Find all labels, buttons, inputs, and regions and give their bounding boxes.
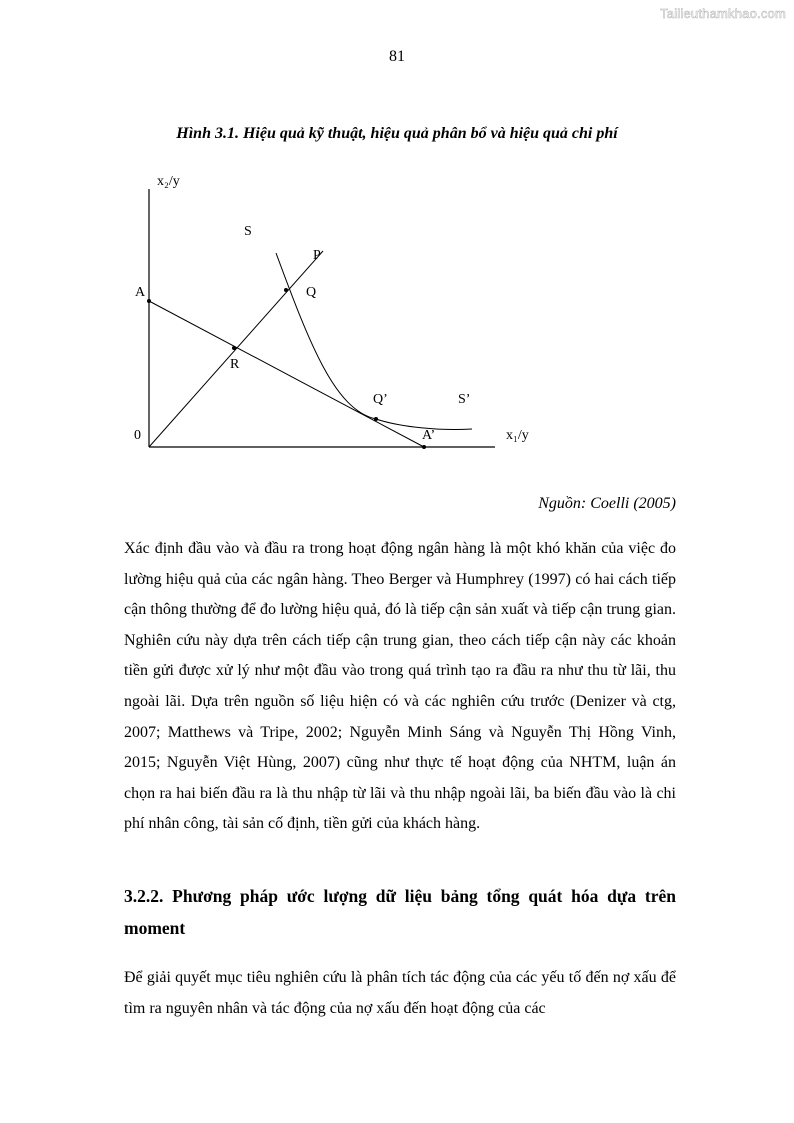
page-number: 81 (389, 48, 405, 65)
point-A (147, 299, 151, 303)
section-heading: 3.2.2. Phương pháp ước lượng dữ liệu bảng tổng quát hóa dựa trên moment (124, 886, 676, 938)
label-A-prime: A’ (422, 428, 436, 443)
watermark: Tailieuthamkhao.com (660, 6, 786, 21)
figure-source: Nguồn: Coelli (2005) (538, 495, 676, 512)
efficiency-diagram (120, 165, 550, 465)
x-axis-label: x₁/y (506, 428, 529, 443)
diagram-canvas (120, 165, 550, 465)
point-Q-prime (374, 417, 378, 421)
label-Q-prime: Q’ (373, 392, 388, 407)
body-paragraph: Xác định đầu vào và đầu ra trong hoạt động ngân hàng là một khó khăn của việc đo lường hiệu quả của các ngân hàng. Theo Berger và Humphrey (1997) có hai cách tiếp cận thông thường để đo lường hiệu quả, đó là tiếp cận sản xuất và tiếp cận trung gian. Nghiên cứu này dựa trên cách tiếp cận trung gian, theo cách tiếp cận này các khoản tiền gửi được xử lý như một đầu vào trong quá trình tạo ra đầu ra như thu từ lãi, thu ngoài lãi. Dựa trên nguồn số liệu hiện có và các nghiên cứu trước (Denizer và ctg, 2007; Matthews và Tripe, 2002; Nguyễn Minh Sáng và Nguyễn Thị Hồng Vinh, 2015; Nguyễn Việt Hùng, 2007) cũng như thực tế hoạt động của NHTM, luận án chọn ra hai biến đầu ra là thu nhập từ lãi và thu nhập ngoài lãi, ba biến đầu vào là chi phí nhân công, tài sản cố định, tiền gửi của khách hàng. (124, 540, 676, 833)
body-paragraph-2: Để giải quyết mục tiêu nghiên cứu là phân tích tác động của các yếu tố đến nợ xấu để tìm ra nguyên nhân và tác động của nợ xấu đến hoạt động của các (124, 969, 676, 1017)
y-axis-label: x₂/y (157, 174, 180, 189)
label-origin: 0 (134, 428, 141, 443)
label-Q: Q (306, 285, 317, 300)
isocost-line-AA (149, 301, 424, 447)
point-Q (284, 288, 288, 292)
point-R (232, 346, 236, 350)
ray-0P (149, 248, 323, 447)
label-P: P (313, 248, 321, 263)
label-R: R (230, 357, 240, 372)
label-S-prime: S’ (458, 392, 471, 407)
label-A: A (135, 285, 146, 300)
label-S: S (244, 224, 252, 239)
figure-caption: Hình 3.1. Hiệu quả kỹ thuật, hiệu quả phân bổ và hiệu quả chi phí (176, 125, 618, 142)
point-A-prime (422, 445, 426, 449)
